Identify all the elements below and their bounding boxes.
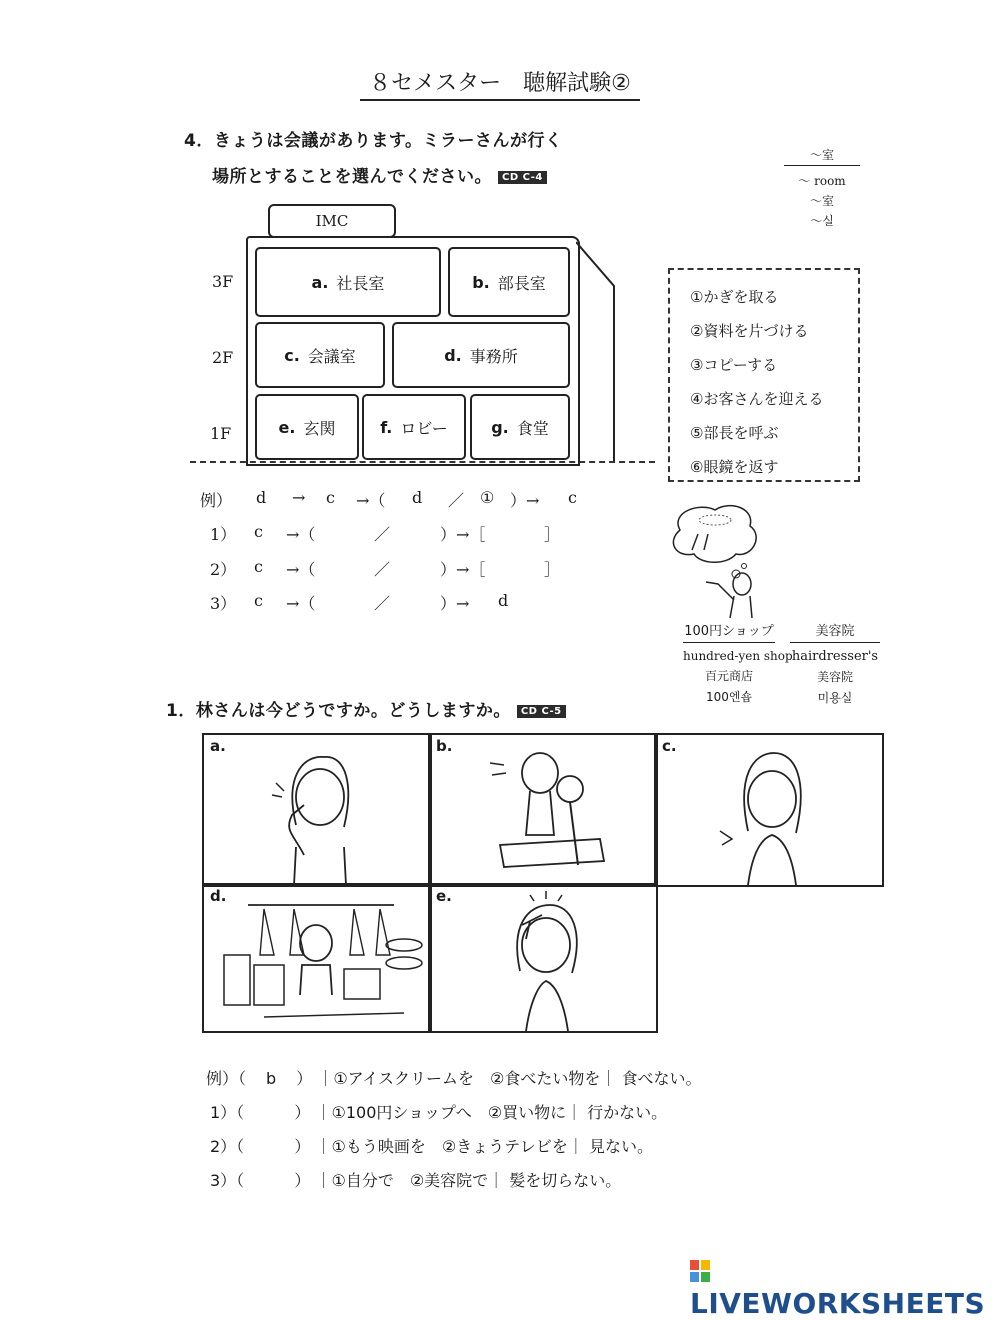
task-item: ①かぎを取る xyxy=(690,288,779,306)
person-rubbing-eyes-illustration xyxy=(204,735,430,885)
cd-track-badge: CD C-5 xyxy=(517,705,566,718)
room-gloss xyxy=(784,146,860,229)
q1-answer-row-2[interactable]: 2）（ ） ｜①もう映画を ②きょうテレビを｜ 見ない。 xyxy=(210,1137,653,1156)
gloss-hairdresser: 美容院 hairdresser's 美容院 미용실 xyxy=(790,620,880,706)
room-b: b. 部長室 xyxy=(448,247,570,317)
logo-grid-icon xyxy=(690,1260,710,1282)
floor-label-3f: 3F xyxy=(212,272,234,291)
ground-line xyxy=(190,461,655,463)
building-side-wall xyxy=(576,240,616,462)
picture-cell-d: d. xyxy=(202,883,432,1033)
picture-cell-a: a. xyxy=(202,733,432,887)
picture-cell-b: b. xyxy=(428,733,658,887)
picture-cell-e: e. xyxy=(428,883,658,1033)
floor-label-2f: 2F xyxy=(212,348,234,367)
task-item: ⑥眼鏡を返す xyxy=(690,458,779,476)
room-gloss-word: ～室 xyxy=(784,146,860,166)
liveworksheets-logo: LIVEWORKSHEETS xyxy=(690,1254,1000,1320)
floor-label-1f: 1F xyxy=(210,424,232,443)
room-gloss-en: ～ room xyxy=(798,174,846,188)
q4-instruction-line1: 4．きょうは会議があります。ミラーさんが行く xyxy=(184,131,563,151)
room-f: f. ロビー xyxy=(362,394,466,460)
q1-instruction: 1．林さんは今どうですか。どうしますか。 CD C-5 xyxy=(166,696,566,721)
task-item: ⑤部長を呼ぶ xyxy=(690,424,779,442)
room-gloss-zh: ～室 xyxy=(809,194,834,208)
task-list-box xyxy=(668,268,860,482)
q1-example-row: 例）（ b ） ｜①アイスクリームを ②食べたい物を｜ 食べない。 xyxy=(206,1069,702,1088)
person-with-shopping-bags-illustration xyxy=(204,885,430,1031)
picture-cell-c: c. xyxy=(654,733,884,887)
room-a: a. 社長室 xyxy=(255,247,441,317)
thinking-person-illustration xyxy=(660,500,770,620)
q4-answer-row-2[interactable]: 2） c →（ ／ ）→［ ］ xyxy=(210,557,561,579)
q4-instruction-line2: 場所とすることを選んでください。 CD C-4 xyxy=(212,162,547,187)
imc-sign: IMC xyxy=(268,204,396,238)
task-item: ②資料を片づける xyxy=(690,322,809,340)
room-c: c. 会議室 xyxy=(255,322,385,388)
person-on-scale-illustration xyxy=(430,735,656,885)
q4-answer-row-1[interactable]: 1） c →（ ／ ）→［ ］ xyxy=(210,522,561,544)
room-d: d. 事務所 xyxy=(392,322,570,388)
page-title: ８セメスター 聴解試験② xyxy=(360,66,640,101)
q4-answer-row-3[interactable]: 3） c →（ ／ ）→ d xyxy=(210,591,509,613)
room-g: g. 食堂 xyxy=(470,394,570,460)
q1-answer-row-3[interactable]: 3）（ ） ｜①自分で ②美容院で｜ 髪を切らない。 xyxy=(210,1171,622,1190)
task-item: ④お客さんを迎える xyxy=(690,390,824,408)
gloss-100-yen-shop: 100円ショップ hundred-yen shop 百元商店 100엔숍 xyxy=(683,620,775,705)
person-headache-illustration xyxy=(430,885,656,1031)
person-sore-throat-illustration xyxy=(656,735,882,885)
cd-track-badge: CD C-4 xyxy=(498,171,547,184)
task-item: ③コピーする xyxy=(690,356,778,374)
answer-value: b xyxy=(266,1069,277,1088)
q1-answer-row-1[interactable]: 1）（ ） ｜①100円ショップへ ②買い物に｜ 行かない。 xyxy=(210,1103,668,1122)
room-e: e. 玄関 xyxy=(255,394,359,460)
q4-example-row: 例） d → c →（ d ／ ① ）→ c xyxy=(200,488,577,510)
room-gloss-ko: ～실 xyxy=(810,214,834,228)
